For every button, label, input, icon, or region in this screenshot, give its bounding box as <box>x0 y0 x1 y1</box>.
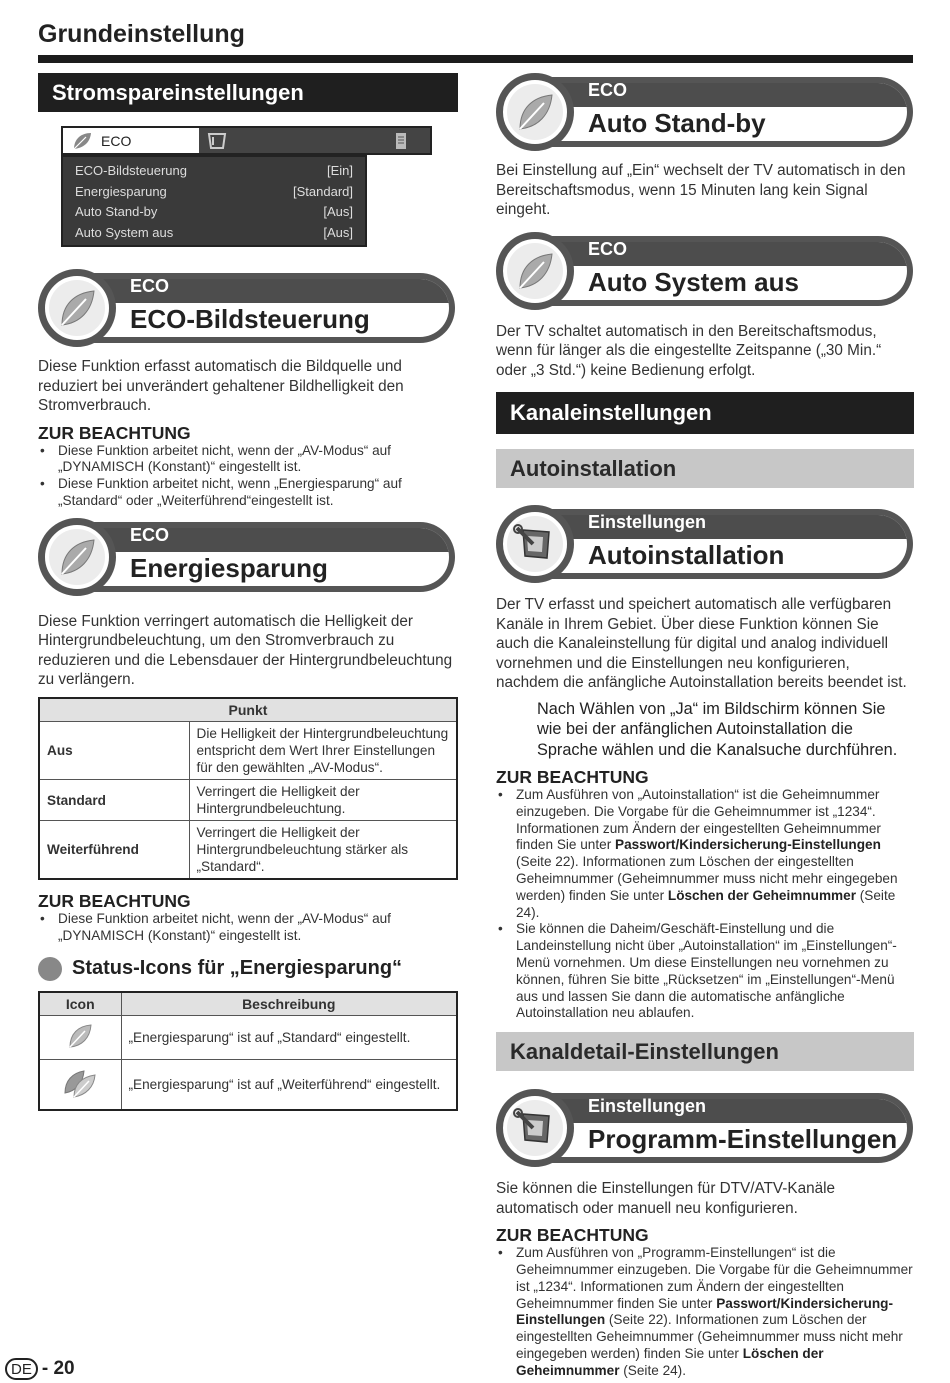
subsection-header-kanaldetail: Kanaldetail-Einstellungen <box>496 1032 914 1071</box>
table-header: Punkt <box>39 698 457 722</box>
note-heading: ZUR BEACHTUNG <box>38 891 191 912</box>
pill-title: Autoinstallation <box>588 540 785 570</box>
status-icons-heading: Status-Icons für „Energiesparung“ <box>38 957 458 981</box>
pill-category: ECO <box>130 276 170 296</box>
pill-eco-bild <box>38 269 455 347</box>
table-header: Icon <box>39 992 121 1016</box>
pill-energiesparung <box>38 518 455 596</box>
paragraph: Sie können die Einstellungen für DTV/ATV-Kanäle automatisch oder manuell neu konfigurieren. <box>496 1180 835 1217</box>
paragraph: Diese Funktion verringert automatisch die Helligkeit der Hintergrundbeleuchtung, um den Stromverbrauch zu reduzieren und die Lebensdauer der Hintergrundbeleuchtung zu verlängern. <box>38 612 453 689</box>
note-list <box>496 787 914 1022</box>
table-row: „Energiesparung“ ist auf „Weiterführend“ eingestellt. <box>39 1060 457 1110</box>
osd-tab-label: ECO <box>101 132 132 149</box>
table-row: Aus Die Helligkeit der Hintergrundbeleuchtung entspricht dem Wert Ihrer Einstellungen für den gewählten „AV-Modus“. <box>39 722 457 780</box>
title-rule <box>38 55 913 63</box>
note-heading: ZUR BEACHTUNG <box>496 1225 649 1246</box>
tool-icon-badge <box>496 1089 574 1167</box>
leaf-icon-badge <box>496 73 574 151</box>
note-item: • Zum Ausführen von „Autoinstallation“ ist die Geheimnummer einzugeben. Die Vorgabe für die Geheimnummer ist „1234“. Informationen zum Ändern der eingestellten Geheimnummer finden Sie unter Passwort/Kindersicherung-Einstellungen (Seite 22). Informationen zum Löschen der eingestellten Geheimnummer (Geheimnummer muss nicht mehr eingegeben werden) finden Sie unter Löschen der Geheimnummer (Seite 24). <box>496 787 914 921</box>
table-row: „Energiesparung“ ist auf „Standard“ eingestellt. <box>39 1016 457 1060</box>
note-item: • Diese Funktion arbeitet nicht, wenn „Energiesparung“ auf „Standard“ oder „Weiterführend“eingestellt ist. <box>38 476 458 510</box>
pill-title: Energiesparung <box>130 552 328 583</box>
osd-list <box>61 155 367 247</box>
left-column <box>38 73 458 1111</box>
pill-programm-einstellungen <box>496 1089 913 1167</box>
status-icons-table <box>38 991 458 1111</box>
osd-row: Energiesparung [Standard] <box>75 183 353 199</box>
table-row: Standard Verringert die Helligkeit der Hintergrundbeleuchtung. <box>39 780 457 821</box>
note-item: • Sie können die Daheim/Geschäft-Einstellung und die Landeinstellung nicht über „Autoinstallation“ im „Einstellungen“-Menü vornehmen. Um diese Einstellungen neu vornehmen zu können, führen Sie bitte „Rücksetzen“ im „Einstellungen“-Menü aus und lassen Sie dann die automatische anfängliche Autoinstallation neu ablaufen. <box>496 921 914 1022</box>
pill-title: Auto System aus <box>588 266 799 297</box>
osd-row: Auto Stand-by [Aus] <box>75 204 353 219</box>
page-number: - 20 <box>41 1358 75 1379</box>
note-list <box>496 1245 914 1379</box>
language-badge: DE <box>5 1358 38 1380</box>
leaf-icon <box>56 287 98 329</box>
tool-icon <box>207 131 229 151</box>
table-header: Beschreibung <box>121 992 457 1016</box>
osd-row: ECO-Bildsteuerung [Ein] <box>75 163 353 178</box>
note-item: • Diese Funktion arbeitet nicht, wenn der „AV-Modus“ auf „DYNAMISCH (Konstant)“ eingestellt ist. <box>38 443 458 477</box>
page-title: Grundeinstellung <box>38 20 245 48</box>
pill-autoinstallation <box>496 505 913 583</box>
pill-auto-standby <box>496 73 913 151</box>
pill-category: Einstellungen <box>588 512 707 532</box>
osd-tab-eco <box>63 128 199 153</box>
right-column <box>496 73 914 1380</box>
double-leaf-icon <box>62 1067 98 1099</box>
note-heading: ZUR BEACHTUNG <box>496 767 649 787</box>
osd-row: Auto System aus [Aus] <box>75 224 353 240</box>
pill-category: Einstellungen <box>588 1096 707 1117</box>
note-list <box>38 911 458 945</box>
wrench-tv-icon <box>513 1106 557 1150</box>
leaf-icon-badge <box>496 232 574 310</box>
pill-title: Programm-Einstellungen <box>588 1124 898 1155</box>
paragraph: Diese Funktion erfasst automatisch die Bildquelle und reduziert bei unverändert gehaltener Bildhelligkeit den Stromverbrauch. <box>38 358 404 414</box>
pill-category: ECO <box>588 80 628 100</box>
pill-category: ECO <box>130 524 170 545</box>
leaf-icon-badge <box>38 269 116 347</box>
section-header-stromspar: Stromspareinstellungen <box>38 73 458 112</box>
subsection-header-autoinstallation: Autoinstallation <box>496 449 914 488</box>
leaf-icon <box>71 131 93 151</box>
pill-title: Auto Stand-by <box>588 108 766 138</box>
tool-icon-badge <box>496 505 574 583</box>
leaf-icon <box>514 250 556 292</box>
osd-menu <box>61 126 432 247</box>
pill-title: ECO-Bildsteuerung <box>130 304 370 334</box>
paragraph: Der TV schaltet automatisch in den Bereitschaftsmodus, wenn für länger als die eingestellte Zeitspanne („30 Min.“ oder „3 Std.“) keine Bedienung erfolgt. <box>496 322 882 379</box>
document-icon <box>392 131 410 151</box>
section-header-kanal: Kanaleinstellungen <box>496 392 914 434</box>
note-item: • Diese Funktion arbeitet nicht, wenn der „AV-Modus“ auf „DYNAMISCH (Konstant)“ eingestellt ist. <box>38 911 458 945</box>
osd-tab-bar <box>61 126 432 155</box>
note-list <box>38 443 458 510</box>
indent-paragraph: Nach Wählen von „Ja“ im Bildschirm können Sie wie bei der anfänglichen Autoinstallation die Sprache wählen und die Kanalsuche durchführen. <box>537 699 898 759</box>
circle-bullet-icon <box>38 957 62 981</box>
pill-auto-system-aus <box>496 232 913 310</box>
wrench-tv-icon <box>513 522 557 566</box>
leaf-icon <box>56 536 98 578</box>
energie-table <box>38 697 458 881</box>
note-item: • Zum Ausführen von „Programm-Einstellungen“ ist die Geheimnummer einzugeben. Die Vorgabe für die Geheimnummer ist „1234“. Informationen zum Ändern der eingestellten Geheimnummer finden Sie unter Passwort/Kindersicherung-Einstellungen (Seite 22). Informationen zum Löschen der eingestellten Geheimnummer (Geheimnummer muss nicht mehr eingegeben werden) finden Sie unter Löschen der Geheimnummer (Seite 24). <box>496 1245 914 1379</box>
paragraph: Der TV erfasst und speichert automatisch alle verfügbaren Kanäle in Ihrem Gebiet. Über diese Funktion können Sie auch die Kanaleinstellung für digital und analog individuell vornehmen und die Einstellungen neu konfigurieren, nachdem die anfängliche Autoinstallation bereits beendet ist. <box>496 596 907 691</box>
page-footer <box>5 1358 75 1380</box>
note-heading: ZUR BEACHTUNG <box>38 422 191 443</box>
paragraph: Bei Einstellung auf „Ein“ wechselt der TV automatisch in den Bereitschaftsmodus, wenn 15 Minuten lang kein Signal eingeht. <box>496 162 906 218</box>
leaf-icon-badge <box>38 518 116 596</box>
pill-category: ECO <box>588 238 628 259</box>
leaf-icon <box>514 91 556 133</box>
table-row: Weiterführend Verringert die Helligkeit der Hintergrundbeleuchtung stärker als „Standard“. <box>39 821 457 880</box>
leaf-icon <box>66 1022 94 1050</box>
